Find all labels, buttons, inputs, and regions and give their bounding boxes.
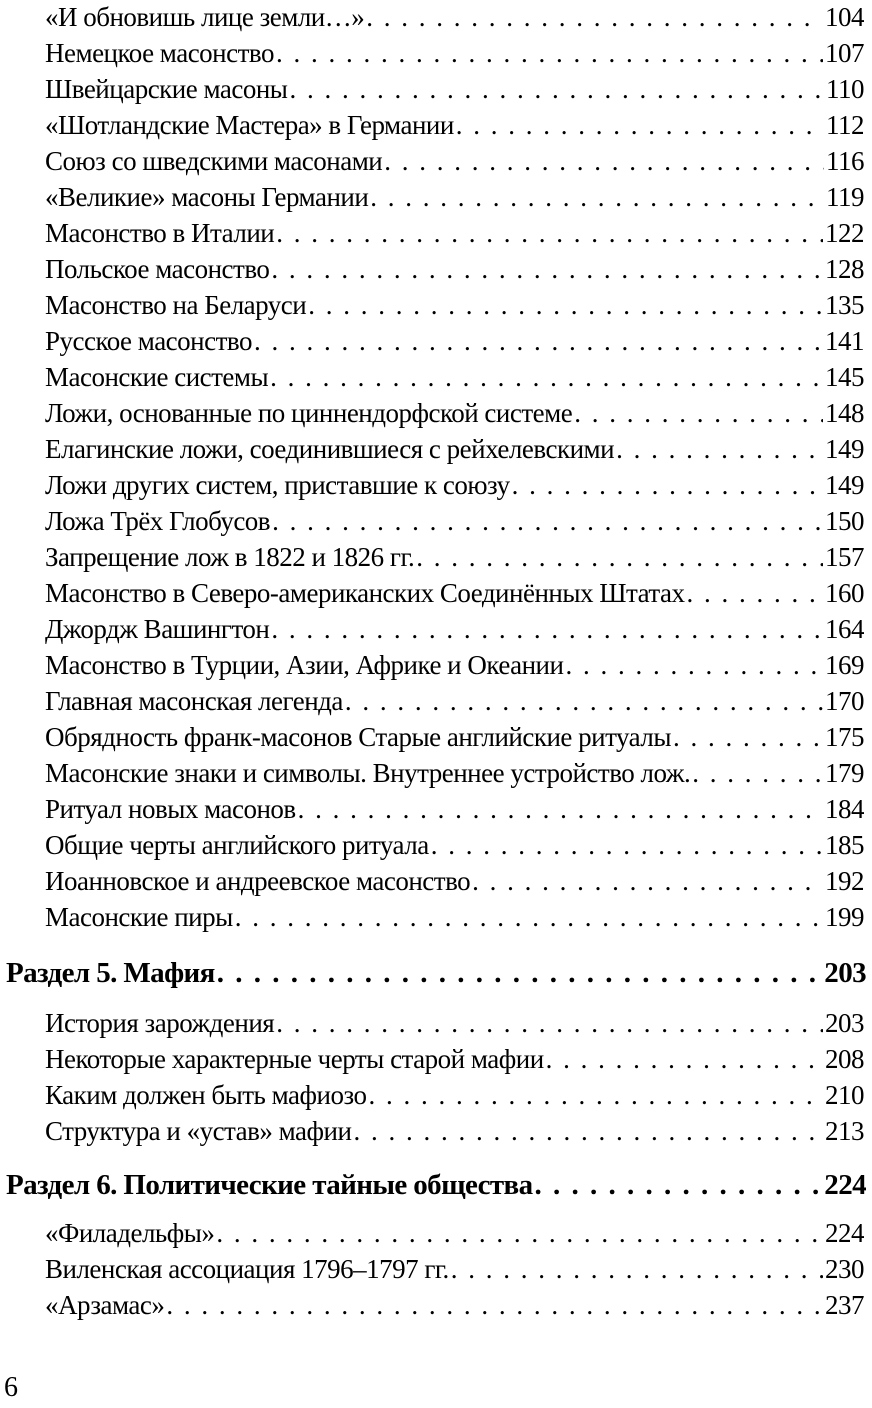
dot-leader <box>368 1080 823 1111</box>
toc-entry-title: Ложа Трёх Глобусов <box>45 506 271 536</box>
toc-section-heading <box>6 1169 866 1209</box>
toc-entry <box>45 794 864 830</box>
toc-entry-title: Немецкое масонство <box>45 38 274 68</box>
toc-entry-title: «Филадельфы» <box>45 1218 215 1248</box>
toc-entry <box>45 110 864 146</box>
dot-leader <box>254 326 823 357</box>
toc-entry <box>45 362 864 398</box>
dot-leader <box>272 506 823 537</box>
page-number: 6 <box>4 1372 18 1403</box>
toc-entry-page: 170 <box>825 686 864 716</box>
dot-leader <box>370 182 824 213</box>
section-page: 203 <box>824 957 866 989</box>
toc-entry-title: «Великие» масоны Германии <box>45 182 369 212</box>
toc-entry-title: «Арзамас» <box>45 1290 165 1320</box>
toc-entry-title: Главная масонская легенда <box>45 686 343 716</box>
dot-leader <box>565 650 823 681</box>
toc-entry-page: 160 <box>825 578 864 608</box>
dot-leader <box>276 1008 823 1039</box>
toc-entry-title: Масонство в Италии <box>45 218 275 248</box>
toc-entry-page: 237 <box>825 1290 864 1320</box>
dot-leader <box>451 1254 823 1285</box>
toc-entry <box>45 1044 864 1080</box>
toc-entry-title: Обрядность франк-масонов Старые английские ритуалы <box>45 722 672 752</box>
toc-entry-page: 199 <box>825 902 864 932</box>
toc-entry <box>45 1290 864 1326</box>
dot-leader <box>216 1218 823 1249</box>
toc-entry-title: Швейцарские масоны <box>45 74 288 104</box>
dot-leader <box>574 398 823 429</box>
toc-entry-title: Русское масонство <box>45 326 252 356</box>
toc-entry-page: 185 <box>825 830 864 860</box>
toc-entry-title: Ложи других систем, приставшие к союзу <box>45 470 510 500</box>
dot-leader <box>673 722 823 753</box>
toc-entry-title: Структура и «устав» мафии <box>45 1116 352 1146</box>
toc-entry-title: История зарождения <box>45 1008 275 1038</box>
toc-entry-page: 192 <box>825 866 864 896</box>
toc-entry-page: 150 <box>825 506 864 536</box>
toc-entry-title: Масонские знаки и символы. Внутреннее устройство лож. <box>45 758 691 788</box>
toc-entry-title: Общие черты английского ритуала <box>45 830 429 860</box>
toc-entry <box>45 614 864 650</box>
toc-entry <box>45 866 864 902</box>
section-title: Раздел 5. Мафия <box>6 957 215 989</box>
toc-entry-title: Каким должен быть мафиозо <box>45 1080 367 1110</box>
toc-entry-title: Джордж Вашингтон <box>45 614 270 644</box>
dot-leader <box>456 110 824 141</box>
toc-entry-page: 116 <box>826 146 864 176</box>
toc-entry-page: 203 <box>825 1008 864 1038</box>
toc-entry <box>45 434 864 470</box>
toc-entry <box>45 74 864 110</box>
dot-leader <box>431 830 823 861</box>
toc-entry-page: 179 <box>825 758 864 788</box>
toc-entry-page: 210 <box>825 1080 864 1110</box>
toc-entry <box>45 1080 864 1116</box>
toc-entry-page: 149 <box>825 470 864 500</box>
dot-leader <box>687 578 824 609</box>
toc-entry <box>45 578 864 614</box>
toc-entry <box>45 1218 864 1254</box>
toc-entry-title: Запрещение лож в 1822 и 1826 гг. <box>45 542 415 572</box>
dot-leader <box>271 254 823 285</box>
section-page: 224 <box>824 1169 866 1201</box>
toc-entry-page: 128 <box>825 254 864 284</box>
toc-entry-page: 135 <box>825 290 864 320</box>
toc-entry-page: 107 <box>825 38 864 68</box>
toc-entry-title: Ложи, основанные по циннендорфской системе <box>45 398 573 428</box>
toc-entry <box>45 1254 864 1290</box>
toc-entry-page: 230 <box>825 1254 864 1284</box>
toc-entry-page: 110 <box>826 74 864 104</box>
toc-entry-page: 208 <box>825 1044 864 1074</box>
toc-entry <box>45 830 864 866</box>
toc-entry-title: Ритуал новых масонов <box>45 794 296 824</box>
dot-leader <box>235 902 823 933</box>
toc-entry <box>45 218 864 254</box>
toc-entry <box>45 290 864 326</box>
toc-entry-page: 169 <box>825 650 864 680</box>
dot-leader <box>308 290 823 321</box>
toc-entry-page: 141 <box>825 326 864 356</box>
dot-leader <box>546 1044 823 1075</box>
dot-leader <box>276 38 823 69</box>
toc-entry <box>45 326 864 362</box>
toc-entry-page: 213 <box>825 1116 864 1146</box>
toc-entry-page: 184 <box>825 794 864 824</box>
dot-leader <box>692 758 823 789</box>
toc-entry <box>45 650 864 686</box>
dot-leader <box>472 866 823 897</box>
toc-entry-title: Польское масонство <box>45 254 270 284</box>
toc-entry-page: 122 <box>825 218 864 248</box>
toc-entry-page: 157 <box>825 542 864 572</box>
toc-entry <box>45 686 864 722</box>
toc-entry-title: Елагинские ложи, соединившиеся с рейхелевскими <box>45 434 615 464</box>
dot-leader <box>384 146 824 177</box>
toc-entry <box>45 470 864 506</box>
toc-entry <box>45 1116 864 1152</box>
dot-leader <box>512 470 823 501</box>
toc-entry-title: Виленская ассоциация 1796–1797 гг. <box>45 1254 449 1284</box>
toc-entry-title: Масонство в Турции, Азии, Африке и Океании <box>45 650 564 680</box>
toc-entry-page: 149 <box>825 434 864 464</box>
toc-entry-page: 175 <box>825 722 864 752</box>
toc-entry <box>45 506 864 542</box>
dot-leader <box>416 542 823 573</box>
toc-entry-page: 104 <box>825 2 864 32</box>
toc-entry <box>45 758 864 794</box>
toc-entry-title: Некоторые характерные черты старой мафии <box>45 1044 544 1074</box>
dot-leader <box>271 614 823 645</box>
toc-entry-page: 145 <box>825 362 864 392</box>
dot-leader <box>289 74 824 105</box>
dot-leader <box>217 957 823 990</box>
dot-leader <box>366 2 823 33</box>
dot-leader <box>616 434 823 465</box>
toc-entry <box>45 902 864 938</box>
toc-entry <box>45 182 864 218</box>
dot-leader <box>534 1169 822 1202</box>
dot-leader <box>270 362 823 393</box>
toc-section-heading <box>6 957 866 997</box>
toc-entry <box>45 146 864 182</box>
toc-entry <box>45 398 864 434</box>
toc-entry-page: 224 <box>825 1218 864 1248</box>
toc-entry-title: «И обновишь лице земли…» <box>45 2 365 32</box>
toc-entry <box>45 722 864 758</box>
toc-entry-page: 119 <box>826 182 864 212</box>
dot-leader <box>345 686 823 717</box>
toc-entry-page: 164 <box>825 614 864 644</box>
toc-entry-page: 112 <box>826 110 864 140</box>
toc-entry <box>45 254 864 290</box>
toc-entry <box>45 38 864 74</box>
dot-leader <box>276 218 823 249</box>
toc-entry-title: Масонские системы <box>45 362 269 392</box>
toc-entry-title: Иоанновское и андреевское масонство <box>45 866 471 896</box>
toc-entry-page: 148 <box>825 398 864 428</box>
dot-leader <box>166 1290 823 1321</box>
toc-entry <box>45 542 864 578</box>
toc-entry-title: Масонские пиры <box>45 902 233 932</box>
toc-entry-title: Союз со шведскими масонами <box>45 146 383 176</box>
toc-entry-title: Масонство на Беларуси <box>45 290 307 320</box>
toc-entry-title: Масонство в Северо-американских Соединённых Штатах <box>45 578 685 608</box>
dot-leader <box>353 1116 823 1147</box>
toc-entry <box>45 2 864 38</box>
toc-entry <box>45 1008 864 1044</box>
toc-entry-title: «Шотландские Мастера» в Германии <box>45 110 454 140</box>
dot-leader <box>298 794 823 825</box>
section-title: Раздел 6. Политические тайные общества <box>6 1169 533 1201</box>
